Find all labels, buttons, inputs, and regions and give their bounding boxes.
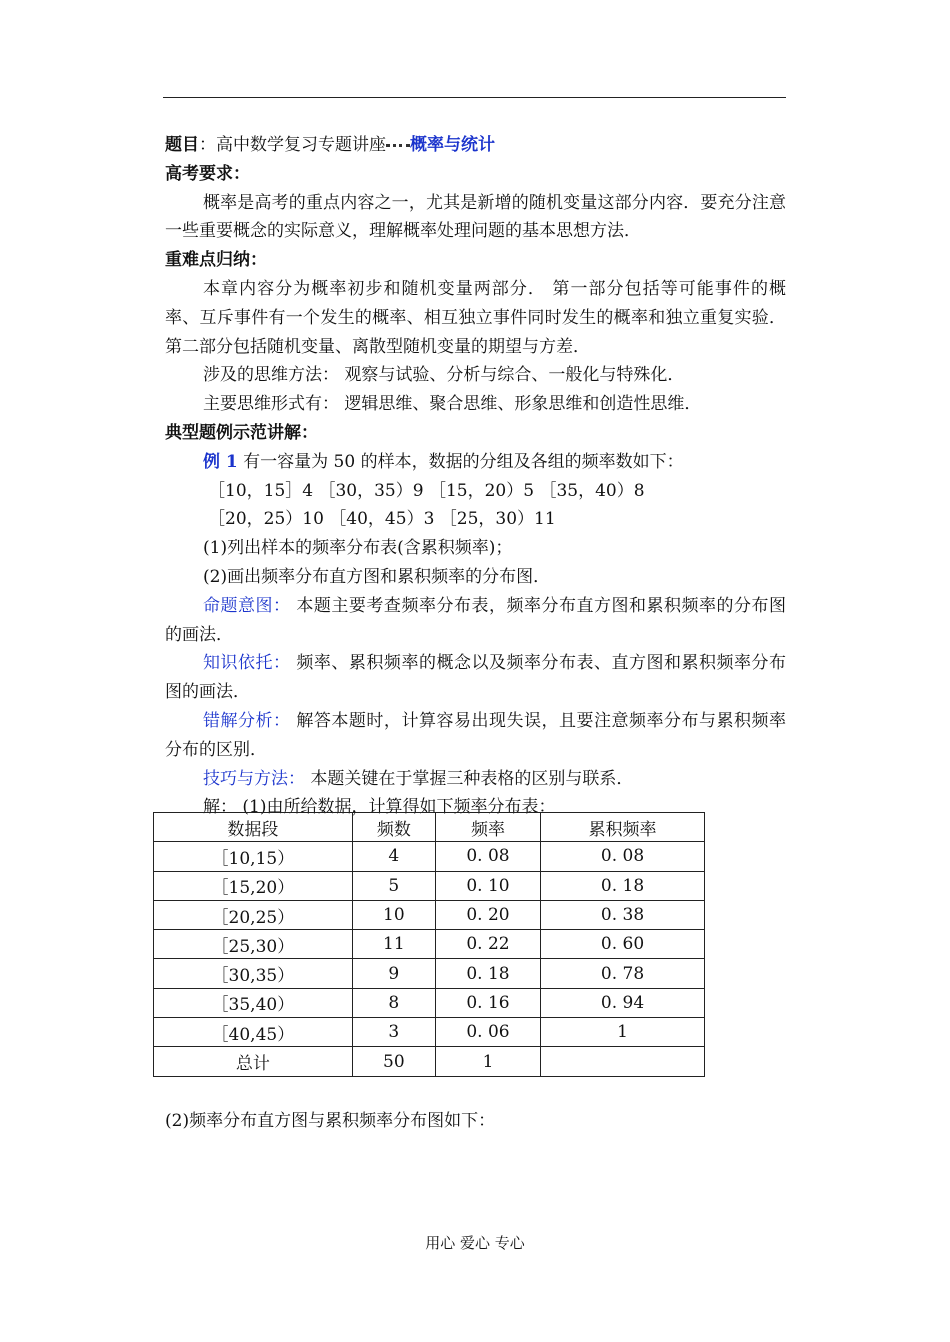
table-cell: 9 — [352, 959, 435, 988]
table-cell: 1 — [435, 1047, 540, 1076]
table-row — [154, 871, 705, 900]
intent-text: 本题主要考查频率分布表，频率分布直方图和累积频率的分布图的画法． — [165, 595, 786, 645]
table-cell: 50 — [352, 1047, 435, 1076]
table-cell: 0. 22 — [435, 930, 540, 959]
intent-label: 命题意图： — [203, 595, 291, 616]
table-row — [154, 959, 705, 988]
table-cell: 0. 78 — [541, 959, 705, 988]
gaokao-heading: 高考要求： — [165, 163, 250, 184]
table-header-cell: 频数 — [352, 813, 435, 842]
table-cell: 8 — [352, 988, 435, 1017]
table-total-row — [154, 1047, 705, 1076]
table-cell: 10 — [352, 900, 435, 929]
table-header-cell: 数据段 — [154, 813, 353, 842]
title-text: ：高中数学复习专题讲座 — [199, 135, 386, 155]
table-cell: 11 — [352, 930, 435, 959]
table-cell — [541, 1047, 705, 1076]
knowledge-text: 频率、累积频率的概念以及频率分布表、直方图和累积频率分布图的画法． — [165, 653, 786, 703]
focus-text: 本章内容分为概率初步和随机变量两部分． 第一部分包括等可能事件的概率、互斥事件有一个发生的概率、相互独立事件同时发生的概率和独立重复实验． 第二部分包括随机变量、离散型随机变量的期望与方差． — [165, 278, 786, 357]
table-cell: 0. 08 — [435, 842, 540, 871]
knowledge-label: 知识依托： — [203, 653, 291, 674]
title-dots — [386, 144, 410, 147]
table-header-cell: 累积频率 — [541, 813, 705, 842]
title-label: 题目 — [165, 135, 199, 155]
table-cell: ［10,15） — [154, 842, 353, 871]
table-cell: 0. 08 — [541, 842, 705, 871]
table-cell: 5 — [352, 871, 435, 900]
table-cell: ［40,45） — [154, 1018, 353, 1047]
examples-heading: 典型题例示范讲解： — [165, 422, 318, 443]
data-line-2: ［20，25）10 ［40，45）3 ［25，30）11 — [208, 509, 556, 530]
after-table-text: (2)频率分布直方图与累积频率分布图如下： — [165, 1111, 496, 1131]
table-cell: ［25,30） — [154, 930, 353, 959]
table-cell: 0. 94 — [541, 988, 705, 1017]
table-cell: ［15,20） — [154, 871, 353, 900]
focus-heading: 重难点归纳： — [165, 250, 267, 271]
table-cell: ［35,40） — [154, 988, 353, 1017]
table-cell: 0. 10 — [435, 871, 540, 900]
error-label: 错解分析： — [203, 710, 291, 731]
example-label: 例 1 — [203, 451, 238, 472]
table-row — [154, 988, 705, 1017]
table-row — [154, 930, 705, 959]
data-line-1: ［10，15］4 ［30，35）9 ［15，20）5 ［35，40）8 — [208, 480, 645, 501]
skill-text: 本题关键在于掌握三种表格的区别与联系． — [305, 768, 634, 789]
doc-title — [165, 131, 786, 160]
gaokao-text: 概率是高考的重点内容之一，尤其是新增的随机变量这部分内容．要充分注意一些重要概念的实际意义，理解概率处理问题的基本思想方法． — [165, 192, 786, 242]
error-paragraph — [165, 707, 786, 765]
table-cell: ［20,25） — [154, 900, 353, 929]
error-text: 解答本题时，计算容易出现失误，且要注意频率分布与累积频率分布的区别． — [165, 710, 786, 760]
table-cell: 4 — [352, 842, 435, 871]
question-2: (2)画出频率分布直方图和累积频率的分布图． — [203, 566, 551, 587]
table-row — [154, 842, 705, 871]
header-rule — [163, 97, 786, 98]
table-cell: 0. 06 — [435, 1018, 540, 1047]
table-cell: 3 — [352, 1018, 435, 1047]
table-cell: 0. 16 — [435, 988, 540, 1017]
title-topic: 概率与统计 — [410, 135, 495, 155]
table-cell: 0. 38 — [541, 900, 705, 929]
table-header-cell: 频率 — [435, 813, 540, 842]
knowledge-paragraph — [165, 649, 786, 707]
table-cell: ［30,35） — [154, 959, 353, 988]
page-footer: 用心 爱心 专心 — [425, 1234, 525, 1252]
document-body — [165, 131, 786, 822]
table-cell: 总计 — [154, 1047, 353, 1076]
intent-paragraph — [165, 592, 786, 650]
table-cell: 0. 60 — [541, 930, 705, 959]
frequency-table — [153, 812, 705, 1077]
table-cell: 0. 18 — [435, 959, 540, 988]
example-text: 有一容量为 50 的样本，数据的分组及各组的频率数如下： — [237, 451, 684, 472]
table-header-row — [154, 813, 705, 842]
example-1 — [165, 448, 786, 477]
table-row — [154, 900, 705, 929]
focus-forms: 主要思维形式有： 逻辑思维、聚合思维、形象思维和创造性思维． — [203, 394, 702, 415]
skill-label: 技巧与方法： — [203, 768, 305, 789]
skill-paragraph — [165, 765, 786, 794]
table-cell: 0. 18 — [541, 871, 705, 900]
question-1: (1)列出样本的频率分布表(含累积频率)； — [203, 538, 513, 559]
table-cell: 0. 20 — [435, 900, 540, 929]
focus-methods: 涉及的思维方法： 观察与试验、分析与综合、一般化与特殊化． — [203, 365, 685, 386]
table-row — [154, 1018, 705, 1047]
solution-line: 解： (1)由所给数据，计算得如下频率分布表： — [203, 797, 556, 818]
table-cell: 1 — [541, 1018, 705, 1047]
